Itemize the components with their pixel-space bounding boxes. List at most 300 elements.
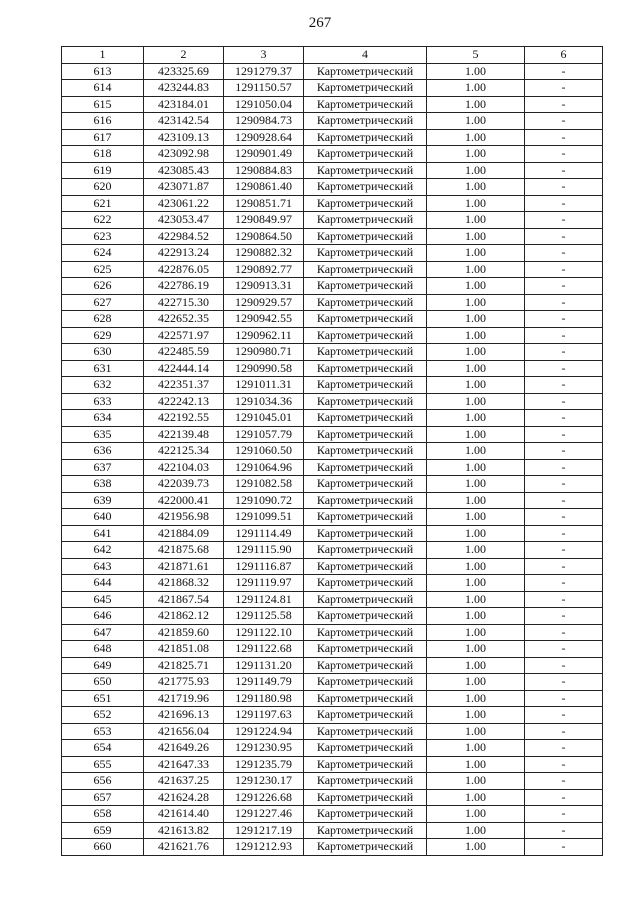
cell-y-coordinate: 1290984.73 xyxy=(224,113,304,130)
cell-point-number: 614 xyxy=(62,80,144,97)
cell-note: - xyxy=(525,740,603,757)
table-row xyxy=(62,228,603,245)
cell-method: Картометрический xyxy=(304,245,427,262)
cell-x-coordinate: 423071.87 xyxy=(144,179,224,196)
table-row xyxy=(62,146,603,163)
cell-accuracy: 1.00 xyxy=(427,377,525,394)
cell-method: Картометрический xyxy=(304,525,427,542)
cell-method: Картометрический xyxy=(304,492,427,509)
cell-note: - xyxy=(525,624,603,641)
cell-point-number: 660 xyxy=(62,839,144,856)
cell-method: Картометрический xyxy=(304,558,427,575)
cell-x-coordinate: 422444.14 xyxy=(144,360,224,377)
cell-method: Картометрический xyxy=(304,96,427,113)
cell-note: - xyxy=(525,294,603,311)
cell-x-coordinate: 422192.55 xyxy=(144,410,224,427)
cell-x-coordinate: 421851.08 xyxy=(144,641,224,658)
cell-point-number: 658 xyxy=(62,806,144,823)
cell-x-coordinate: 421656.04 xyxy=(144,723,224,740)
table-row xyxy=(62,179,603,196)
cell-method: Картометрический xyxy=(304,624,427,641)
cell-y-coordinate: 1291224.94 xyxy=(224,723,304,740)
cell-x-coordinate: 423142.54 xyxy=(144,113,224,130)
cell-note: - xyxy=(525,476,603,493)
cell-accuracy: 1.00 xyxy=(427,608,525,625)
cell-x-coordinate: 421871.61 xyxy=(144,558,224,575)
cell-x-coordinate: 421614.40 xyxy=(144,806,224,823)
cell-point-number: 649 xyxy=(62,657,144,674)
cell-note: - xyxy=(525,80,603,97)
cell-y-coordinate: 1291119.97 xyxy=(224,575,304,592)
cell-accuracy: 1.00 xyxy=(427,195,525,212)
cell-method: Картометрический xyxy=(304,80,427,97)
cell-x-coordinate: 422715.30 xyxy=(144,294,224,311)
cell-x-coordinate: 422351.37 xyxy=(144,377,224,394)
cell-y-coordinate: 1291149.79 xyxy=(224,674,304,691)
cell-y-coordinate: 1290884.83 xyxy=(224,162,304,179)
cell-accuracy: 1.00 xyxy=(427,228,525,245)
cell-y-coordinate: 1291082.58 xyxy=(224,476,304,493)
table-row xyxy=(62,657,603,674)
cell-x-coordinate: 421862.12 xyxy=(144,608,224,625)
cell-note: - xyxy=(525,641,603,658)
table-row xyxy=(62,542,603,559)
cell-x-coordinate: 423092.98 xyxy=(144,146,224,163)
cell-method: Картометрический xyxy=(304,261,427,278)
cell-x-coordinate: 421825.71 xyxy=(144,657,224,674)
cell-point-number: 620 xyxy=(62,179,144,196)
table-row xyxy=(62,410,603,427)
cell-y-coordinate: 1290864.50 xyxy=(224,228,304,245)
cell-accuracy: 1.00 xyxy=(427,690,525,707)
cell-method: Картометрический xyxy=(304,195,427,212)
table-row xyxy=(62,311,603,328)
cell-y-coordinate: 1291099.51 xyxy=(224,509,304,526)
cell-note: - xyxy=(525,806,603,823)
table-row xyxy=(62,113,603,130)
cell-method: Картометрический xyxy=(304,327,427,344)
cell-point-number: 647 xyxy=(62,624,144,641)
cell-point-number: 625 xyxy=(62,261,144,278)
table-row xyxy=(62,723,603,740)
table-row xyxy=(62,377,603,394)
cell-accuracy: 1.00 xyxy=(427,773,525,790)
cell-note: - xyxy=(525,311,603,328)
cell-accuracy: 1.00 xyxy=(427,311,525,328)
cell-x-coordinate: 421637.25 xyxy=(144,773,224,790)
cell-accuracy: 1.00 xyxy=(427,822,525,839)
cell-x-coordinate: 421719.96 xyxy=(144,690,224,707)
cell-y-coordinate: 1290929.57 xyxy=(224,294,304,311)
table-row xyxy=(62,195,603,212)
cell-note: - xyxy=(525,360,603,377)
cell-point-number: 616 xyxy=(62,113,144,130)
cell-point-number: 631 xyxy=(62,360,144,377)
header-col-2: 2 xyxy=(144,47,224,64)
cell-y-coordinate: 1291217.19 xyxy=(224,822,304,839)
header-col-1: 1 xyxy=(62,47,144,64)
cell-point-number: 638 xyxy=(62,476,144,493)
cell-y-coordinate: 1291227.46 xyxy=(224,806,304,823)
cell-accuracy: 1.00 xyxy=(427,674,525,691)
cell-y-coordinate: 1290990.58 xyxy=(224,360,304,377)
cell-x-coordinate: 422984.52 xyxy=(144,228,224,245)
cell-accuracy: 1.00 xyxy=(427,426,525,443)
table-row xyxy=(62,327,603,344)
cell-method: Картометрический xyxy=(304,476,427,493)
cell-y-coordinate: 1291212.93 xyxy=(224,839,304,856)
cell-y-coordinate: 1291122.68 xyxy=(224,641,304,658)
cell-point-number: 641 xyxy=(62,525,144,542)
cell-method: Картометрический xyxy=(304,393,427,410)
cell-accuracy: 1.00 xyxy=(427,278,525,295)
cell-note: - xyxy=(525,96,603,113)
cell-x-coordinate: 422242.13 xyxy=(144,393,224,410)
table-row xyxy=(62,278,603,295)
cell-accuracy: 1.00 xyxy=(427,657,525,674)
cell-y-coordinate: 1291131.20 xyxy=(224,657,304,674)
cell-point-number: 644 xyxy=(62,575,144,592)
cell-point-number: 640 xyxy=(62,509,144,526)
cell-note: - xyxy=(525,63,603,80)
table-row xyxy=(62,806,603,823)
cell-point-number: 633 xyxy=(62,393,144,410)
table-row xyxy=(62,525,603,542)
cell-note: - xyxy=(525,410,603,427)
table-row xyxy=(62,558,603,575)
header-row xyxy=(62,47,603,64)
cell-accuracy: 1.00 xyxy=(427,525,525,542)
table-row xyxy=(62,641,603,658)
table-row xyxy=(62,129,603,146)
cell-note: - xyxy=(525,377,603,394)
cell-x-coordinate: 422039.73 xyxy=(144,476,224,493)
cell-accuracy: 1.00 xyxy=(427,723,525,740)
cell-accuracy: 1.00 xyxy=(427,459,525,476)
cell-accuracy: 1.00 xyxy=(427,360,525,377)
cell-accuracy: 1.00 xyxy=(427,756,525,773)
cell-y-coordinate: 1291011.31 xyxy=(224,377,304,394)
table-row xyxy=(62,608,603,625)
cell-method: Картометрический xyxy=(304,443,427,460)
cell-x-coordinate: 422000.41 xyxy=(144,492,224,509)
header-col-5: 5 xyxy=(427,47,525,64)
cell-method: Картометрический xyxy=(304,690,427,707)
cell-point-number: 655 xyxy=(62,756,144,773)
cell-method: Картометрический xyxy=(304,129,427,146)
table-row xyxy=(62,261,603,278)
table-header xyxy=(62,47,603,64)
table-row xyxy=(62,591,603,608)
cell-accuracy: 1.00 xyxy=(427,806,525,823)
cell-method: Картометрический xyxy=(304,756,427,773)
cell-y-coordinate: 1291226.68 xyxy=(224,789,304,806)
cell-y-coordinate: 1291150.57 xyxy=(224,80,304,97)
cell-x-coordinate: 422913.24 xyxy=(144,245,224,262)
cell-x-coordinate: 422571.97 xyxy=(144,327,224,344)
cell-point-number: 626 xyxy=(62,278,144,295)
cell-x-coordinate: 423325.69 xyxy=(144,63,224,80)
cell-note: - xyxy=(525,278,603,295)
cell-note: - xyxy=(525,509,603,526)
cell-method: Картометрический xyxy=(304,591,427,608)
table-row xyxy=(62,492,603,509)
cell-accuracy: 1.00 xyxy=(427,410,525,427)
cell-y-coordinate: 1291230.95 xyxy=(224,740,304,757)
cell-y-coordinate: 1290901.49 xyxy=(224,146,304,163)
cell-note: - xyxy=(525,327,603,344)
table-row xyxy=(62,443,603,460)
cell-accuracy: 1.00 xyxy=(427,839,525,856)
cell-accuracy: 1.00 xyxy=(427,212,525,229)
cell-accuracy: 1.00 xyxy=(427,558,525,575)
cell-point-number: 651 xyxy=(62,690,144,707)
cell-note: - xyxy=(525,195,603,212)
cell-point-number: 628 xyxy=(62,311,144,328)
cell-point-number: 642 xyxy=(62,542,144,559)
cell-accuracy: 1.00 xyxy=(427,344,525,361)
cell-point-number: 652 xyxy=(62,707,144,724)
cell-method: Картометрический xyxy=(304,228,427,245)
cell-y-coordinate: 1290851.71 xyxy=(224,195,304,212)
cell-method: Картометрический xyxy=(304,162,427,179)
coordinates-table xyxy=(61,46,603,856)
cell-x-coordinate: 423053.47 xyxy=(144,212,224,229)
cell-y-coordinate: 1291050.04 xyxy=(224,96,304,113)
cell-point-number: 656 xyxy=(62,773,144,790)
cell-note: - xyxy=(525,558,603,575)
cell-x-coordinate: 421647.33 xyxy=(144,756,224,773)
cell-method: Картометрический xyxy=(304,377,427,394)
cell-method: Картометрический xyxy=(304,822,427,839)
cell-accuracy: 1.00 xyxy=(427,591,525,608)
cell-method: Картометрический xyxy=(304,575,427,592)
table-row xyxy=(62,96,603,113)
cell-accuracy: 1.00 xyxy=(427,146,525,163)
cell-point-number: 618 xyxy=(62,146,144,163)
cell-accuracy: 1.00 xyxy=(427,261,525,278)
cell-method: Картометрический xyxy=(304,542,427,559)
cell-note: - xyxy=(525,773,603,790)
cell-point-number: 623 xyxy=(62,228,144,245)
cell-y-coordinate: 1290913.31 xyxy=(224,278,304,295)
cell-x-coordinate: 423244.83 xyxy=(144,80,224,97)
table-row xyxy=(62,426,603,443)
cell-accuracy: 1.00 xyxy=(427,96,525,113)
cell-note: - xyxy=(525,657,603,674)
cell-x-coordinate: 423184.01 xyxy=(144,96,224,113)
cell-x-coordinate: 421649.26 xyxy=(144,740,224,757)
cell-note: - xyxy=(525,756,603,773)
cell-method: Картометрический xyxy=(304,146,427,163)
cell-y-coordinate: 1290882.32 xyxy=(224,245,304,262)
cell-accuracy: 1.00 xyxy=(427,492,525,509)
cell-point-number: 653 xyxy=(62,723,144,740)
header-col-6: 6 xyxy=(525,47,603,64)
cell-method: Картометрический xyxy=(304,426,427,443)
cell-method: Картометрический xyxy=(304,641,427,658)
table-row xyxy=(62,476,603,493)
cell-note: - xyxy=(525,344,603,361)
cell-accuracy: 1.00 xyxy=(427,245,525,262)
cell-accuracy: 1.00 xyxy=(427,294,525,311)
cell-y-coordinate: 1291060.50 xyxy=(224,443,304,460)
cell-note: - xyxy=(525,707,603,724)
table-row xyxy=(62,690,603,707)
cell-point-number: 654 xyxy=(62,740,144,757)
cell-x-coordinate: 423085.43 xyxy=(144,162,224,179)
cell-accuracy: 1.00 xyxy=(427,509,525,526)
cell-note: - xyxy=(525,789,603,806)
cell-note: - xyxy=(525,146,603,163)
cell-note: - xyxy=(525,443,603,460)
cell-y-coordinate: 1291114.49 xyxy=(224,525,304,542)
table-row xyxy=(62,509,603,526)
cell-x-coordinate: 421884.09 xyxy=(144,525,224,542)
cell-point-number: 613 xyxy=(62,63,144,80)
cell-note: - xyxy=(525,228,603,245)
cell-point-number: 635 xyxy=(62,426,144,443)
cell-y-coordinate: 1290942.55 xyxy=(224,311,304,328)
cell-accuracy: 1.00 xyxy=(427,624,525,641)
cell-y-coordinate: 1290928.64 xyxy=(224,129,304,146)
cell-note: - xyxy=(525,839,603,856)
cell-point-number: 627 xyxy=(62,294,144,311)
cell-x-coordinate: 421875.68 xyxy=(144,542,224,559)
cell-note: - xyxy=(525,674,603,691)
table-row xyxy=(62,393,603,410)
table-row xyxy=(62,344,603,361)
cell-accuracy: 1.00 xyxy=(427,63,525,80)
cell-note: - xyxy=(525,690,603,707)
table-body xyxy=(62,63,603,855)
cell-x-coordinate: 421624.28 xyxy=(144,789,224,806)
table-row xyxy=(62,212,603,229)
cell-point-number: 650 xyxy=(62,674,144,691)
cell-y-coordinate: 1290849.97 xyxy=(224,212,304,229)
cell-y-coordinate: 1291124.81 xyxy=(224,591,304,608)
table-row xyxy=(62,756,603,773)
cell-note: - xyxy=(525,575,603,592)
table-row xyxy=(62,80,603,97)
cell-point-number: 648 xyxy=(62,641,144,658)
cell-method: Картометрический xyxy=(304,410,427,427)
header-col-4: 4 xyxy=(304,47,427,64)
table-row xyxy=(62,162,603,179)
cell-method: Картометрический xyxy=(304,657,427,674)
cell-y-coordinate: 1291090.72 xyxy=(224,492,304,509)
table-row xyxy=(62,839,603,856)
table-row xyxy=(62,822,603,839)
table-row xyxy=(62,789,603,806)
cell-method: Картометрический xyxy=(304,113,427,130)
cell-point-number: 619 xyxy=(62,162,144,179)
cell-accuracy: 1.00 xyxy=(427,129,525,146)
cell-point-number: 624 xyxy=(62,245,144,262)
cell-accuracy: 1.00 xyxy=(427,575,525,592)
cell-x-coordinate: 421775.93 xyxy=(144,674,224,691)
cell-accuracy: 1.00 xyxy=(427,476,525,493)
cell-point-number: 629 xyxy=(62,327,144,344)
cell-x-coordinate: 422125.34 xyxy=(144,443,224,460)
cell-method: Картометрический xyxy=(304,212,427,229)
cell-method: Картометрический xyxy=(304,839,427,856)
cell-x-coordinate: 421613.82 xyxy=(144,822,224,839)
cell-point-number: 636 xyxy=(62,443,144,460)
cell-note: - xyxy=(525,162,603,179)
cell-y-coordinate: 1291180.98 xyxy=(224,690,304,707)
cell-y-coordinate: 1291125.58 xyxy=(224,608,304,625)
cell-point-number: 659 xyxy=(62,822,144,839)
cell-accuracy: 1.00 xyxy=(427,789,525,806)
table-row xyxy=(62,459,603,476)
cell-point-number: 645 xyxy=(62,591,144,608)
table-row xyxy=(62,707,603,724)
cell-x-coordinate: 422139.48 xyxy=(144,426,224,443)
header-col-3: 3 xyxy=(224,47,304,64)
cell-point-number: 639 xyxy=(62,492,144,509)
cell-point-number: 643 xyxy=(62,558,144,575)
cell-accuracy: 1.00 xyxy=(427,113,525,130)
cell-accuracy: 1.00 xyxy=(427,162,525,179)
cell-y-coordinate: 1291057.79 xyxy=(224,426,304,443)
cell-method: Картометрический xyxy=(304,740,427,757)
cell-method: Картометрический xyxy=(304,509,427,526)
cell-y-coordinate: 1291034.36 xyxy=(224,393,304,410)
cell-accuracy: 1.00 xyxy=(427,179,525,196)
cell-y-coordinate: 1291045.01 xyxy=(224,410,304,427)
cell-method: Картометрический xyxy=(304,789,427,806)
cell-note: - xyxy=(525,608,603,625)
cell-method: Картометрический xyxy=(304,806,427,823)
table-row xyxy=(62,245,603,262)
cell-point-number: 615 xyxy=(62,96,144,113)
cell-y-coordinate: 1291115.90 xyxy=(224,542,304,559)
cell-accuracy: 1.00 xyxy=(427,443,525,460)
cell-y-coordinate: 1291235.79 xyxy=(224,756,304,773)
cell-note: - xyxy=(525,113,603,130)
cell-method: Картометрический xyxy=(304,179,427,196)
cell-method: Картометрический xyxy=(304,294,427,311)
cell-accuracy: 1.00 xyxy=(427,740,525,757)
cell-point-number: 630 xyxy=(62,344,144,361)
cell-y-coordinate: 1291116.87 xyxy=(224,558,304,575)
cell-x-coordinate: 423061.22 xyxy=(144,195,224,212)
cell-x-coordinate: 421868.32 xyxy=(144,575,224,592)
cell-y-coordinate: 1290962.11 xyxy=(224,327,304,344)
cell-method: Картометрический xyxy=(304,707,427,724)
cell-y-coordinate: 1291279.37 xyxy=(224,63,304,80)
cell-y-coordinate: 1290980.71 xyxy=(224,344,304,361)
cell-y-coordinate: 1291197.63 xyxy=(224,707,304,724)
cell-x-coordinate: 422485.59 xyxy=(144,344,224,361)
cell-x-coordinate: 421696.13 xyxy=(144,707,224,724)
cell-note: - xyxy=(525,245,603,262)
cell-note: - xyxy=(525,591,603,608)
cell-note: - xyxy=(525,179,603,196)
cell-point-number: 622 xyxy=(62,212,144,229)
cell-note: - xyxy=(525,822,603,839)
cell-note: - xyxy=(525,459,603,476)
cell-method: Картометрический xyxy=(304,608,427,625)
cell-accuracy: 1.00 xyxy=(427,393,525,410)
cell-method: Картометрический xyxy=(304,311,427,328)
cell-method: Картометрический xyxy=(304,344,427,361)
cell-y-coordinate: 1290861.40 xyxy=(224,179,304,196)
cell-accuracy: 1.00 xyxy=(427,641,525,658)
cell-accuracy: 1.00 xyxy=(427,80,525,97)
page-number: 267 xyxy=(308,15,332,31)
